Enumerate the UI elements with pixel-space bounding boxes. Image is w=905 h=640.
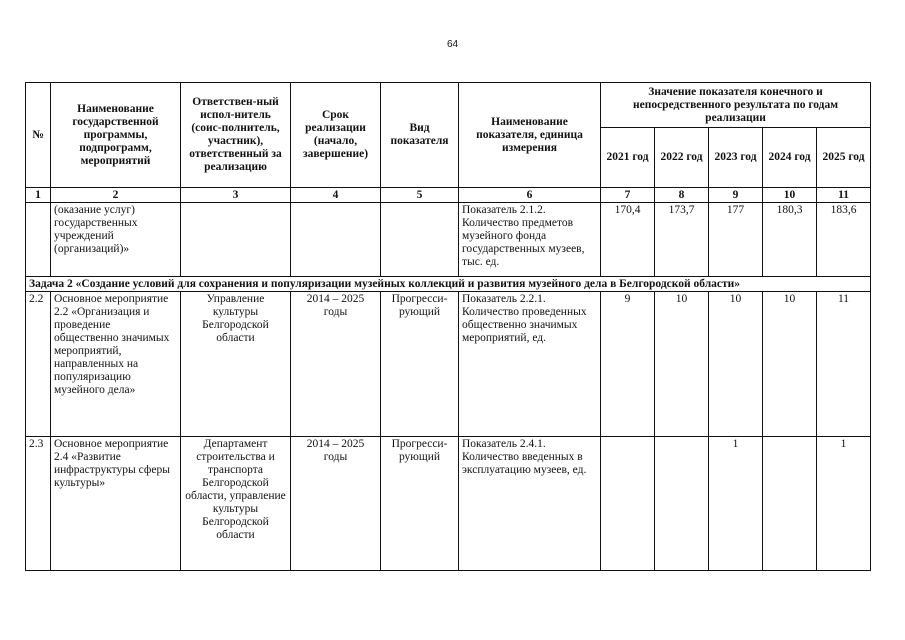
row-value-2025: 11 xyxy=(817,292,871,437)
row-responsible xyxy=(181,203,291,277)
header-year-2023: 2023 год xyxy=(709,128,763,188)
column-number: 6 xyxy=(459,188,601,203)
row-responsible: Департамент строительства и транспорта Белгородской области, управление культуры Белгородской области xyxy=(181,437,291,571)
row-value-2022 xyxy=(655,437,709,571)
column-number: 1 xyxy=(26,188,51,203)
column-numbers-row xyxy=(26,188,871,203)
header-responsible: Ответствен-ный испол-нитель (соис-полнитель, участник), ответственный за реализацию xyxy=(181,83,291,188)
column-number: 3 xyxy=(181,188,291,203)
row-value-2022: 173,7 xyxy=(655,203,709,277)
row-no: 2.2 xyxy=(26,292,51,437)
column-number: 7 xyxy=(601,188,655,203)
row-no: 2.3 xyxy=(26,437,51,571)
row-indicator: Показатель 2.1.2. Количество предметов музейного фонда государственных музеев, тыс. ед. xyxy=(459,203,601,277)
row-term xyxy=(291,203,381,277)
table-row xyxy=(26,203,871,277)
table-row xyxy=(26,292,871,437)
header-year-2025: 2025 год xyxy=(817,128,871,188)
indicators-table xyxy=(25,82,871,571)
table-row xyxy=(26,437,871,571)
column-number: 5 xyxy=(381,188,459,203)
row-program: Основное мероприятие 2.4 «Развитие инфраструктуры сферы культуры» xyxy=(51,437,181,571)
row-value-2023: 1 xyxy=(709,437,763,571)
row-type: Прогресси-рующий xyxy=(381,292,459,437)
column-number: 11 xyxy=(817,188,871,203)
row-value-2025: 183,6 xyxy=(817,203,871,277)
row-value-2021: 170,4 xyxy=(601,203,655,277)
row-value-2024: 180,3 xyxy=(763,203,817,277)
header-type: Вид показателя xyxy=(381,83,459,188)
row-value-2025: 1 xyxy=(817,437,871,571)
header-year-2022: 2022 год xyxy=(655,128,709,188)
row-type: Прогресси-рующий xyxy=(381,437,459,571)
row-term: 2014 – 2025 годы xyxy=(291,437,381,571)
header-year-2021: 2021 год xyxy=(601,128,655,188)
column-number: 9 xyxy=(709,188,763,203)
row-type xyxy=(381,203,459,277)
header-no: № xyxy=(26,83,51,188)
column-number: 10 xyxy=(763,188,817,203)
row-value-2022: 10 xyxy=(655,292,709,437)
row-term: 2014 – 2025 годы xyxy=(291,292,381,437)
row-program: Основное мероприятие 2.2 «Организация и проведение общественно значимых мероприятий, направленных на популяризацию музейного дела» xyxy=(51,292,181,437)
row-no xyxy=(26,203,51,277)
task-title: Задача 2 «Создание условий для сохранения и популяризации музейных коллекций и развития музейного дела в Белгородской области» xyxy=(26,277,871,292)
row-program: (оказание услуг) государственных учреждений (организаций)» xyxy=(51,203,181,277)
header-values-group: Значение показателя конечного и непосредственного результата по годам реализации xyxy=(601,83,871,128)
column-number: 4 xyxy=(291,188,381,203)
header-term: Срок реализации (начало, завершение) xyxy=(291,83,381,188)
header-program: Наименование государственной программы, подпрограмм, мероприятий xyxy=(51,83,181,188)
row-responsible: Управление культуры Белгородской области xyxy=(181,292,291,437)
row-value-2021: 9 xyxy=(601,292,655,437)
page-number: 64 xyxy=(446,39,459,50)
row-value-2021 xyxy=(601,437,655,571)
row-value-2024 xyxy=(763,437,817,571)
header-indicator: Наименование показателя, единица измерения xyxy=(459,83,601,188)
column-number: 8 xyxy=(655,188,709,203)
row-indicator: Показатель 2.4.1. Количество введенных в эксплуатацию музеев, ед. xyxy=(459,437,601,571)
column-number: 2 xyxy=(51,188,181,203)
row-value-2023: 10 xyxy=(709,292,763,437)
task-row xyxy=(26,277,871,292)
row-value-2023: 177 xyxy=(709,203,763,277)
row-value-2024: 10 xyxy=(763,292,817,437)
row-indicator: Показатель 2.2.1. Количество проведенных общественно значимых мероприятий, ед. xyxy=(459,292,601,437)
header-year-2024: 2024 год xyxy=(763,128,817,188)
